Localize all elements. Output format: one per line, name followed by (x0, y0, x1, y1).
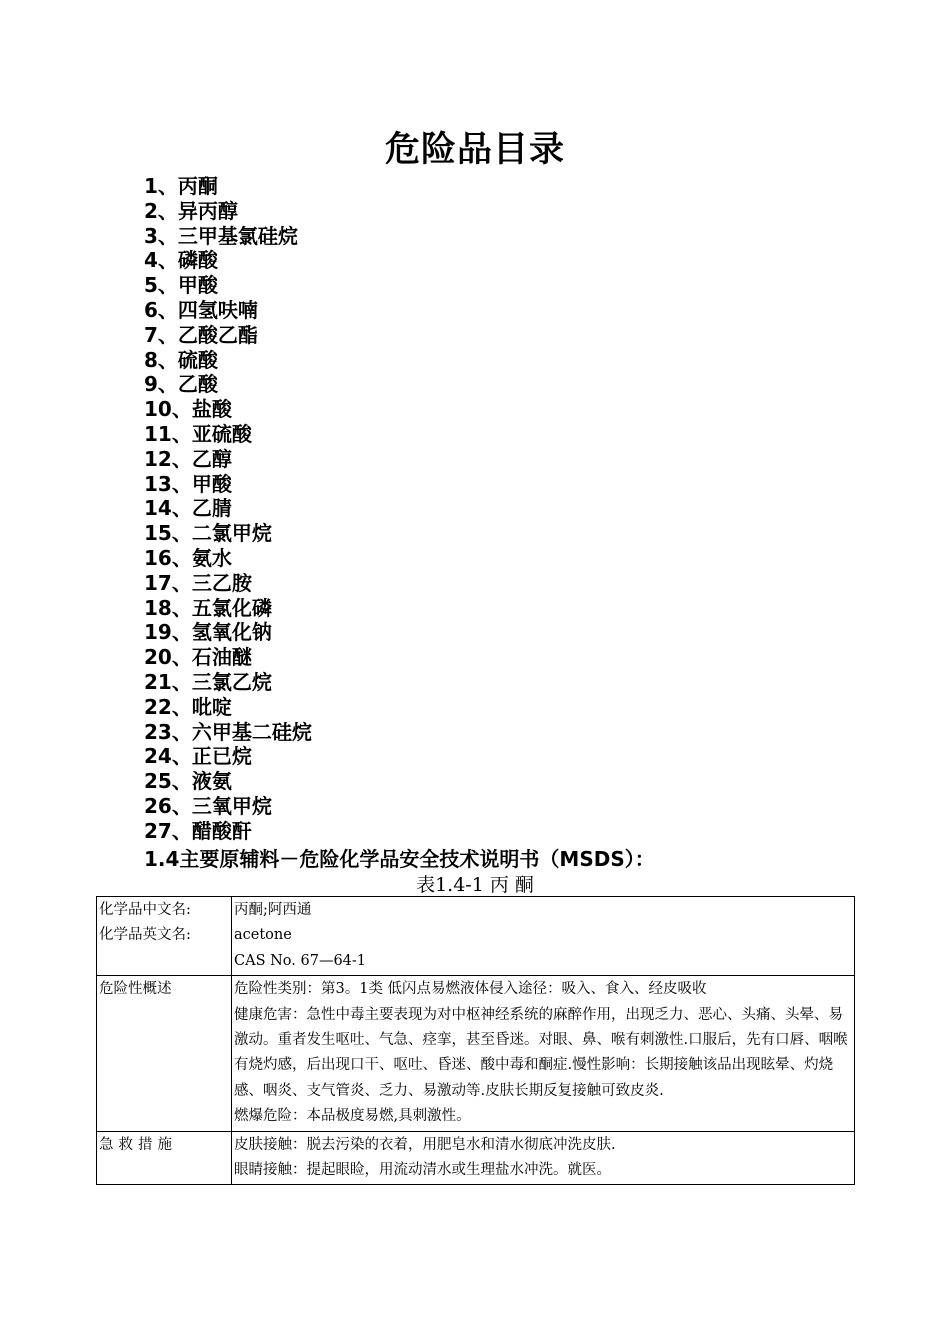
hazardous-chemicals-list (144, 174, 312, 844)
list-item: 7、乙酸乙酯 (144, 322, 258, 347)
list-item: 14、乙腈 (144, 496, 232, 521)
eye-contact-value: ：提起眼睑，用流动清水或生理盐水冲洗。就医。 (292, 1162, 611, 1179)
list-item: 9、乙酸 (144, 372, 218, 397)
list-item: 4、磷酸 (144, 248, 218, 273)
hazard-category-key: 危险性类别 (234, 981, 307, 998)
list-item: 22、吡啶 (144, 694, 232, 719)
list-item: 3、三甲基氯硅烷 (144, 223, 298, 248)
hazard-overview-cell (232, 976, 855, 1131)
list-item: 1、丙酮 (144, 174, 218, 198)
msds-table (96, 896, 855, 1185)
list-item: 19、氢氧化钠 (144, 620, 272, 645)
name-labels-cell (97, 897, 232, 976)
hazard-category-value: ：第3。1类 低闪点易燃液体 (306, 981, 490, 998)
eye-contact-line (234, 1158, 852, 1183)
table-row (97, 976, 855, 1131)
list-item: 18、五氯化磷 (144, 595, 272, 620)
list-item: 13、甲酸 (144, 471, 232, 496)
exposure-route-value: ：吸入、食入、经皮吸收 (547, 981, 707, 998)
list-item: 5、甲酸 (144, 273, 218, 298)
section-heading: 1.4主要原辅料－危险化学品安全技术说明书（MSDS）： (144, 847, 655, 871)
list-item: 2、异丙醇 (144, 198, 238, 223)
name-values-cell (232, 897, 855, 976)
list-item: 20、石油醚 (144, 645, 252, 670)
skin-contact-value: ：脱去污染的衣着，用肥皂水和清水彻底冲洗皮肤. (292, 1136, 616, 1153)
list-item: 27、醋酸酐 (144, 818, 252, 843)
skin-contact-line (234, 1133, 852, 1158)
list-item: 11、亚硫酸 (144, 421, 252, 446)
chinese-name-value: 丙酮;阿西通 (234, 902, 312, 918)
list-item: 25、液氨 (144, 769, 232, 794)
list-item: 17、三乙胺 (144, 570, 252, 595)
exposure-route-key: 侵入途径 (489, 981, 548, 998)
english-name-label: 化学品英文名: (99, 927, 191, 944)
fire-hazard-value: ：本品极度易燃,具刺激性。 (292, 1108, 471, 1125)
health-hazard-paragraph (234, 1003, 852, 1105)
list-item: 6、四氢呋喃 (144, 297, 258, 322)
fire-hazard-key: 燃爆危险 (234, 1108, 292, 1125)
table-caption: 表1.4-1 丙 酮 (416, 874, 534, 896)
fire-hazard-line (234, 1104, 852, 1129)
skin-contact-key: 皮肤接触 (234, 1136, 292, 1153)
cas-number: CAS No. 67—64-1 (234, 952, 367, 969)
list-item: 8、硫酸 (144, 347, 218, 372)
eye-contact-key: 眼睛接触 (234, 1162, 292, 1179)
hazard-category-line (234, 977, 852, 1002)
first-aid-cell (232, 1131, 855, 1185)
list-item: 23、六甲基二硅烷 (144, 719, 312, 744)
hazard-overview-label: 危险性概述 (97, 976, 232, 1131)
page-title: 危险品目录 (384, 130, 565, 170)
list-item: 21、三氯乙烷 (144, 669, 272, 694)
health-hazard-value: ：急性中毒主要表现为对中枢神经系统的麻醉作用，出现乏力、恶心、头痛、头晕、易激动。重者发生呕吐、气急、痉挛，甚至昏迷。对眼、鼻、喉有刺激性.口服后，先有口唇、咽喉有烧灼感，后出现口干、呕吐、昏迷、酸中毒和酮症.慢性影响：长期接触该品出现眩晕、灼烧感、咽炎、支气管炎、乏力、易激动等.皮肤长期反复接触可致皮炎. (234, 1006, 848, 1099)
table-row (97, 897, 855, 976)
table-row (97, 1131, 855, 1185)
list-item: 26、三氧甲烷 (144, 793, 272, 818)
first-aid-label: 急救措施 (97, 1131, 232, 1185)
chinese-name-label: 化学品中文名: (99, 902, 191, 918)
list-item: 24、正已烷 (144, 744, 252, 769)
list-item: 12、乙醇 (144, 446, 232, 471)
list-item: 16、氨水 (144, 545, 232, 570)
english-name-value: acetone (234, 927, 292, 944)
list-item: 15、二氯甲烷 (144, 521, 272, 546)
health-hazard-key: 健康危害 (234, 1006, 292, 1023)
list-item: 10、盐酸 (144, 397, 232, 422)
